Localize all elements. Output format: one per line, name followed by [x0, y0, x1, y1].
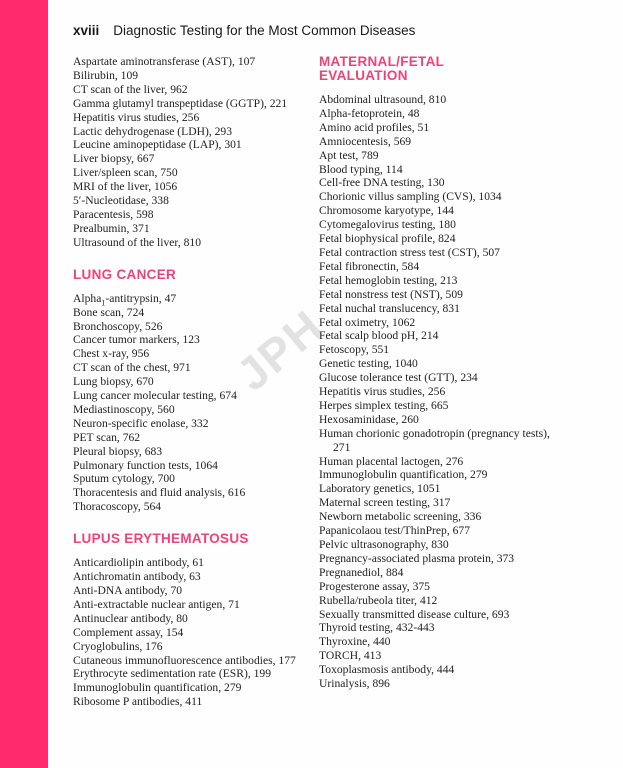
index-entry: Bronchoscopy, 526: [73, 319, 163, 333]
index-entry: Glucose tolerance test (GTT), 234: [319, 371, 478, 385]
index-entry: TORCH, 413: [319, 649, 382, 663]
index-entry: Cryoglobulins, 176: [73, 639, 163, 653]
index-entry: Thoracentesis and fluid analysis, 616: [73, 486, 246, 500]
index-entry: Pregnancy-associated plasma protein, 373: [319, 551, 515, 565]
index-entry: Hepatitis virus studies, 256: [319, 385, 446, 399]
index-entry: PET scan, 762: [73, 430, 141, 444]
index-entry: Paracentesis, 598: [73, 207, 154, 221]
lupus-section: [73, 532, 313, 709]
index-entry: Urinalysis, 896: [319, 677, 390, 691]
running-header: [73, 23, 415, 38]
index-entry: Human placental lactogen, 276: [319, 454, 464, 468]
index-entry: Maternal screen testing, 317: [319, 496, 451, 510]
index-entry: Anticardiolipin antibody, 61: [73, 556, 204, 570]
index-entry: Sexually transmitted disease culture, 693: [319, 607, 510, 621]
index-entry: Liver/spleen scan, 750: [73, 166, 178, 180]
section-title: LUPUS ERYTHEMATOSUS: [73, 531, 249, 547]
index-entry: Mediastinoscopy, 560: [73, 402, 175, 416]
liver-continued-section: [73, 55, 313, 250]
section-title: [319, 55, 559, 83]
index-entry: Aspartate aminotransferase (AST), 107: [73, 55, 256, 68]
index-entry: Cancer tumor markers, 123: [73, 333, 200, 347]
index-entry: Antinuclear antibody, 80: [73, 611, 188, 625]
subscript: 1: [101, 298, 106, 307]
index-entry: Human chorionic gonadotropin (pregnancy tests), 271: [319, 426, 550, 454]
entry-list: [73, 55, 313, 250]
index-entry: Hexosaminidase, 260: [319, 412, 419, 426]
index-entry: Erythrocyte sedimentation rate (ESR), 199: [73, 667, 272, 681]
index-entry: Papanicolaou test/ThinPrep, 677: [319, 524, 471, 538]
left-column: [73, 55, 313, 727]
index-entry: Chest x-ray, 956: [73, 347, 150, 361]
index-entry: Abdominal ultrasound, 810: [319, 93, 447, 106]
lung-cancer-section: [73, 268, 313, 515]
index-entry: Amniocentesis, 569: [319, 134, 412, 148]
index-entry: Lactic dehydrogenase (LDH), 293: [73, 124, 233, 138]
entry-list: [73, 556, 313, 709]
index-entry: Rubella/rubeola titer, 412: [319, 593, 438, 607]
entry-text: -antitrypsin, 47: [105, 291, 177, 305]
index-entry: MRI of the liver, 1056: [73, 180, 178, 194]
index-entry: Prealbumin, 371: [73, 221, 150, 235]
index-entry: Cytomegalovirus testing, 180: [319, 218, 456, 232]
index-entry: 5′-Nucleotidase, 338: [73, 194, 169, 208]
index-entry: Complement assay, 154: [73, 625, 184, 639]
index-entry: Pleural biopsy, 683: [73, 444, 163, 458]
index-entry: Blood typing, 114: [319, 162, 403, 176]
index-entry: Fetal nonstress test (NST), 509: [319, 287, 463, 301]
index-entry: Anti-extractable nuclear antigen, 71: [73, 597, 240, 611]
index-entry: Sputum cytology, 700: [73, 472, 175, 486]
index-entry: Gamma glutamyl transpeptidase (GGTP), 221: [73, 96, 288, 110]
index-entry: Pelvic ultrasonography, 830: [319, 538, 449, 551]
index-entry: Bilirubin, 109: [73, 68, 139, 82]
index-entry: Ribosome P antibodies, 411: [73, 695, 203, 709]
index-entry: Cutaneous immunofluorescence antibodies, 177: [73, 653, 296, 667]
index-entry: Lung biopsy, 670: [73, 375, 154, 389]
maternal-fetal-section: [319, 55, 559, 691]
index-entry: Cell-free DNA testing, 130: [319, 176, 445, 190]
entry-text: Alpha: [73, 291, 102, 305]
index-entry: Ultrasound of the liver, 810: [73, 235, 202, 249]
index-entry: Genetic testing, 1040: [319, 357, 418, 371]
index-entry: Apt test, 789: [319, 148, 379, 162]
index-entry: Laboratory genetics, 1051: [319, 482, 441, 496]
index-entry: Immunoglobulin quantification, 279: [319, 468, 488, 482]
index-entry: Thyroid testing, 432-443: [319, 621, 435, 635]
index-entry: Antichromatin antibody, 63: [73, 570, 201, 584]
index-entry: CT scan of the chest, 971: [73, 361, 191, 375]
index-entry: Fetal fibronectin, 584: [319, 259, 420, 273]
index-entry: Fetoscopy, 551: [319, 343, 390, 357]
section-title-line: EVALUATION: [319, 68, 408, 83]
index-entry: Chorionic villus sampling (CVS), 1034: [319, 190, 502, 204]
page-number: xviii: [73, 23, 100, 38]
side-color-bar: [0, 0, 48, 768]
index-entry: Neuron-specific enolase, 332: [73, 416, 209, 430]
index-entry: Pulmonary function tests, 1064: [73, 458, 218, 472]
book-title: Diagnostic Testing for the Most Common Diseases: [113, 23, 416, 38]
index-entry: Progesterone assay, 375: [319, 579, 430, 593]
index-entry: Fetal biophysical profile, 824: [319, 232, 456, 246]
index-entry: Fetal scalp blood pH, 214: [319, 329, 439, 343]
index-entry: Hepatitis virus studies, 256: [73, 110, 200, 124]
index-entry: Liver biopsy, 667: [73, 152, 155, 166]
index-entry: CT scan of the liver, 962: [73, 82, 188, 96]
index-entry: Fetal hemoglobin testing, 213: [319, 273, 458, 287]
index-entry: Herpes simplex testing, 665: [319, 398, 449, 412]
entry-list: [73, 306, 313, 515]
index-entry: Fetal contraction stress test (CST), 507: [319, 245, 500, 259]
index-entry: Thoracoscopy, 564: [73, 500, 162, 514]
index-entry: Fetal nuchal translucency, 831: [319, 301, 460, 315]
index-entry: Toxoplasmosis antibody, 444: [319, 663, 455, 677]
index-entry: Pregnanediol, 884: [319, 565, 404, 579]
entry-list: [319, 93, 559, 691]
index-entry: [73, 292, 313, 306]
index-entry: Amino acid profiles, 51: [319, 120, 430, 134]
index-entry: Bone scan, 724: [73, 305, 145, 319]
index-entry: Leucine aminopeptidase (LAP), 301: [73, 138, 242, 152]
index-entry: Immunoglobulin quantification, 279: [73, 681, 242, 695]
section-title: LUNG CANCER: [73, 266, 177, 282]
index-entry: Chromosome karyotype, 144: [319, 204, 454, 218]
section-title-line: MATERNAL/FETAL: [319, 54, 445, 69]
index-entry: Newborn metabolic screening, 336: [319, 510, 482, 524]
index-entry: Lung cancer molecular testing, 674: [73, 389, 237, 403]
index-entry: Alpha-fetoprotein, 48: [319, 106, 420, 120]
index-entry: Fetal oximetry, 1062: [319, 315, 416, 329]
index-entry: Thyroxine, 440: [319, 635, 391, 649]
index-entry: Anti-DNA antibody, 70: [73, 584, 183, 597]
watermark: JPH: [226, 299, 334, 401]
right-column: [319, 55, 559, 709]
